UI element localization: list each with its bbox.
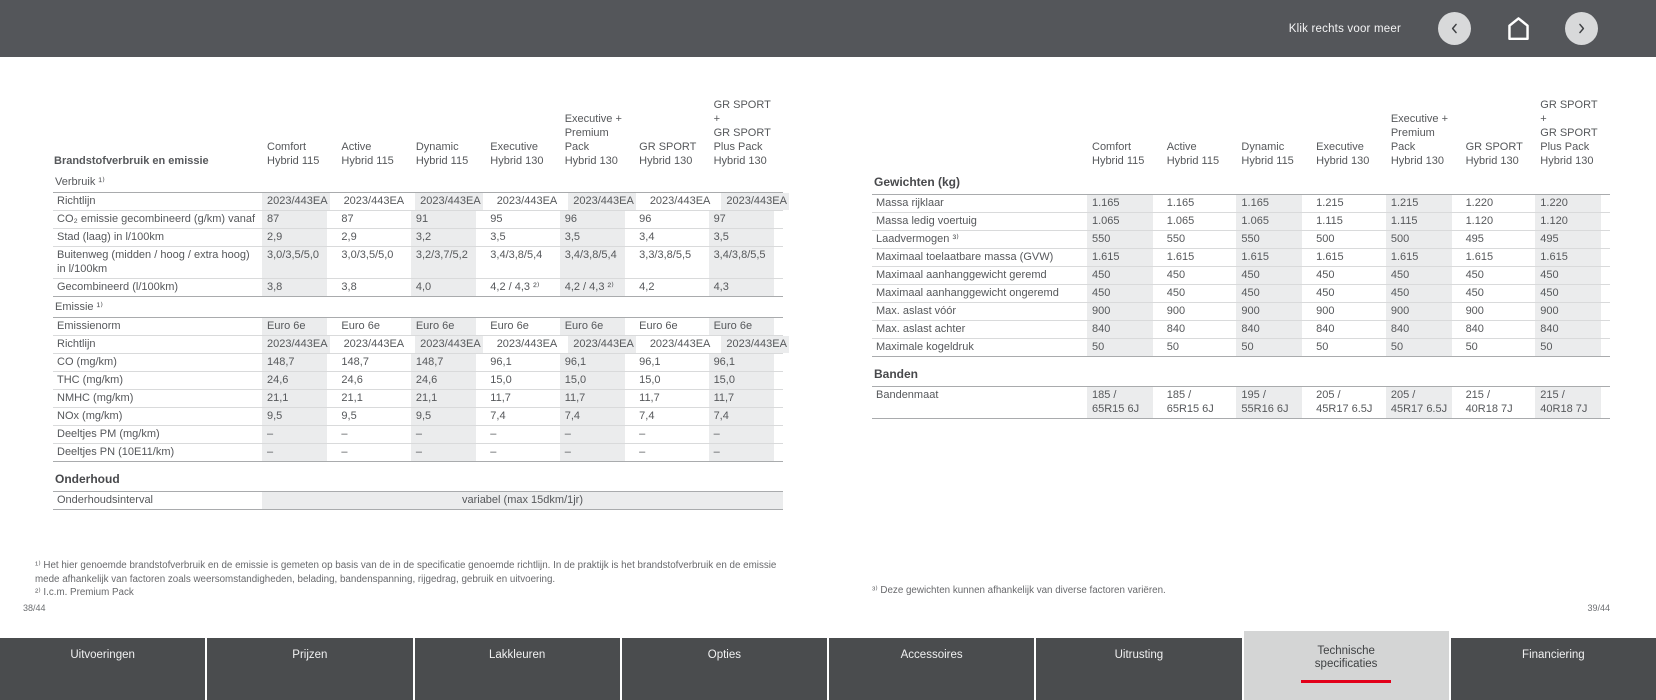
- table-cell: 50: [1465, 341, 1478, 353]
- table-cell: 9,5: [341, 410, 357, 422]
- table-cell: 3,4/3,8/5,4: [560, 247, 625, 278]
- table-cell: 96,1: [560, 354, 625, 371]
- table-cell: 2023/443EA: [496, 195, 558, 207]
- column-header: Executive Hybrid 130: [490, 141, 544, 167]
- section-tab-bar: [0, 638, 1656, 700]
- tab-label: Technische specificaties: [1314, 645, 1378, 670]
- table-cell: 11,7: [560, 390, 625, 407]
- table-cell: 450: [1087, 267, 1153, 284]
- table-cell: 1.615: [1535, 249, 1601, 266]
- table-cell: 91: [411, 211, 476, 228]
- table-cell: 2023/443EA: [568, 193, 636, 210]
- table-cell: Euro 6e: [341, 320, 380, 332]
- table-cell: 24,6: [262, 372, 327, 389]
- table-row: [53, 193, 787, 211]
- table-row: [53, 492, 783, 509]
- table-cell: 3,4: [639, 231, 655, 243]
- row-label: Maximaal aanhanggewicht geremd: [872, 267, 1087, 284]
- table-cell: 450: [1236, 285, 1302, 302]
- chevron-right-icon: [1574, 21, 1589, 36]
- row-label: Stad (laag) in l/100km: [53, 229, 262, 246]
- table-cell: 96,1: [709, 354, 774, 371]
- table-cell: 1.220: [1465, 197, 1494, 209]
- table-cell: 1.615: [1166, 251, 1195, 263]
- row-label: CO₂ emissie gecombineerd (g/km) vanaf: [53, 211, 262, 228]
- tab-opties[interactable]: [622, 638, 827, 700]
- table-row: [872, 285, 1610, 303]
- column-header: Dynamic Hybrid 115: [415, 141, 469, 167]
- table-cell: 840: [1166, 323, 1186, 335]
- tab-label: Financiering: [1522, 649, 1585, 661]
- home-button[interactable]: [1500, 11, 1536, 47]
- table-cell: 3,2/3,7/5,2: [411, 247, 476, 278]
- row-label: Buitenweg (midden / hoog / extra hoog) in l/100km: [53, 247, 262, 278]
- tab-label: Uitrusting: [1114, 649, 1164, 661]
- group-title-gewichten: Gewichten (kg): [874, 175, 961, 189]
- column-header: Executive Hybrid 130: [1316, 141, 1370, 167]
- tab-label: Prijzen: [292, 649, 328, 661]
- table-cell: 15,0: [560, 372, 625, 389]
- table-cell: 450: [1465, 287, 1484, 299]
- table-cell: 2023/443EA: [568, 336, 636, 353]
- table-cell: 1.165: [1236, 195, 1302, 212]
- table-cell: 450: [1087, 285, 1153, 302]
- table-row: [872, 213, 1610, 231]
- table-cell: 900: [1316, 305, 1335, 317]
- table-cell: 2023/443EA: [721, 336, 789, 353]
- table-cell: –: [709, 444, 774, 461]
- group-title-emissie: Emissie ¹⁾: [55, 301, 103, 313]
- column-header: Comfort Hybrid 115: [267, 141, 320, 167]
- row-label: Richtlijn: [53, 193, 262, 210]
- table-cell: 450: [1535, 267, 1601, 284]
- row-label: Maximaal toelaatbare massa (GVW): [872, 249, 1087, 266]
- left-footnotes: [35, 559, 783, 600]
- row-label: Gecombineerd (l/100km): [53, 279, 262, 296]
- table-cell: 215 / 40R18 7J: [1465, 389, 1513, 415]
- table-cell: 148,7: [411, 354, 476, 371]
- table-cell: 15,0: [490, 374, 512, 386]
- table-cell: –: [639, 446, 646, 458]
- table-cell: 1.065: [1087, 213, 1153, 230]
- row-label: Deeltjes PN (10E11/km): [53, 444, 262, 461]
- table-cell: 2023/443EA: [415, 193, 483, 210]
- fuel-emissions-page: [53, 98, 787, 510]
- column-header: GR SPORT + GR SPORT Plus Pack Hybrid 130: [1540, 99, 1598, 167]
- table-cell: 1.215: [1316, 197, 1344, 209]
- table-cell: –: [341, 446, 348, 458]
- table-cell: variabel (max 15dkm/1jr): [262, 492, 783, 509]
- table-cell: 3,4/3,8/5,5: [709, 247, 774, 278]
- table-row: [53, 372, 783, 390]
- active-tab-underline: [1301, 680, 1391, 683]
- tab-technische-specificaties[interactable]: [1244, 631, 1449, 700]
- tyres-table: [872, 386, 1610, 419]
- table-row: [872, 195, 1610, 213]
- table-cell: –: [490, 446, 497, 458]
- table-cell: 97: [709, 211, 774, 228]
- column-header: Dynamic Hybrid 115: [1241, 141, 1294, 167]
- table-cell: 450: [1316, 287, 1335, 299]
- table-cell: –: [560, 444, 625, 461]
- column-header: GR SPORT + GR SPORT Plus Pack Hybrid 130: [713, 99, 771, 167]
- table-cell: 900: [1535, 303, 1601, 320]
- table-cell: 21,1: [341, 392, 363, 404]
- row-label: CO (mg/km): [53, 354, 262, 371]
- table-row: [53, 279, 783, 296]
- group-title-verbruik: Verbruik ¹⁾: [55, 176, 105, 188]
- tab-financiering[interactable]: [1451, 638, 1656, 700]
- tab-label: Lakkleuren: [488, 649, 546, 661]
- table-cell: 50: [1316, 341, 1329, 353]
- table-cell: 2023/443EA: [262, 336, 330, 353]
- table-cell: 7,4: [639, 410, 655, 422]
- table-cell: 2023/443EA: [649, 195, 711, 207]
- column-header: GR SPORT Hybrid 130: [639, 141, 697, 167]
- table-cell: 1.115: [1316, 215, 1343, 227]
- table-row: [872, 387, 1610, 418]
- table-cell: 87: [341, 213, 354, 225]
- table-row: [53, 354, 783, 372]
- tab-label: Opties: [707, 649, 741, 661]
- table-cell: 1.165: [1166, 197, 1195, 209]
- table-cell: 148,7: [262, 354, 327, 371]
- row-label: Richtlijn: [53, 336, 262, 353]
- table-cell: 3,4/3,8/5,4: [490, 249, 543, 261]
- table-cell: 87: [262, 211, 327, 228]
- table-cell: –: [639, 428, 646, 440]
- row-label: Maximaal aanhanggewicht ongeremd: [872, 285, 1087, 302]
- table-cell: 550: [1166, 233, 1186, 245]
- column-header: GR SPORT Hybrid 130: [1465, 141, 1523, 167]
- page-title: Brandstofverbruik en emissie: [54, 155, 209, 167]
- table-cell: 4,3: [709, 279, 774, 296]
- table-row: [872, 303, 1610, 321]
- next-page-button[interactable]: [1565, 12, 1598, 45]
- table-cell: 2023/443EA: [415, 336, 483, 353]
- table-cell: 2,9: [262, 229, 327, 246]
- table-cell: 215 / 40R18 7J: [1535, 387, 1601, 418]
- table-row: [872, 231, 1610, 249]
- table-row: [872, 339, 1610, 356]
- table-cell: 50: [1386, 339, 1452, 356]
- table-cell: 1.065: [1236, 213, 1302, 230]
- table-cell: 840: [1087, 321, 1153, 338]
- table-cell: 1.115: [1386, 213, 1452, 230]
- table-row: [53, 247, 783, 279]
- table-cell: 550: [1236, 231, 1302, 248]
- table-cell: 96,1: [639, 356, 661, 368]
- table-cell: 95: [490, 213, 503, 225]
- table-cell: 4,2 / 4,3 ²⁾: [490, 281, 540, 293]
- home-icon: [1503, 13, 1534, 44]
- table-cell: –: [262, 426, 327, 443]
- table-cell: 900: [1087, 303, 1153, 320]
- table-cell: 148,7: [341, 356, 369, 368]
- table-cell: –: [490, 428, 497, 440]
- table-cell: 3,5: [490, 231, 506, 243]
- row-label: NOx (mg/km): [53, 408, 262, 425]
- table-cell: 495: [1465, 233, 1484, 245]
- weights-table: [872, 194, 1610, 357]
- table-cell: 50: [1236, 339, 1302, 356]
- table-cell: 450: [1236, 267, 1302, 284]
- table-cell: 4,2: [639, 281, 655, 293]
- table-cell: 840: [1465, 323, 1484, 335]
- column-header: Comfort Hybrid 115: [1092, 141, 1145, 167]
- footnote: ³⁾ Deze gewichten kunnen afhankelijk van diverse factoren variëren.: [872, 585, 1166, 596]
- row-label: Bandenmaat: [872, 387, 1087, 418]
- table-cell: 450: [1166, 287, 1186, 299]
- table-cell: 3,8: [341, 281, 357, 293]
- tab-uitrusting[interactable]: [1036, 638, 1241, 700]
- row-label: Massa ledig voertuig: [872, 213, 1087, 230]
- navigation-hint: Klik rechts voor meer: [1288, 22, 1401, 35]
- table-row: [53, 408, 783, 426]
- table-cell: 840: [1236, 321, 1302, 338]
- row-label: Emissienorm: [53, 318, 262, 335]
- table-cell: 96,1: [490, 356, 512, 368]
- page-number-right: 39/44: [1587, 603, 1610, 613]
- column-header: Executive + Premium Pack Hybrid 130: [1390, 113, 1449, 167]
- table-cell: –: [411, 444, 476, 461]
- table-cell: 3,3/3,8/5,5: [639, 249, 692, 261]
- column-header: Executive + Premium Pack Hybrid 130: [564, 113, 622, 167]
- table-row: [53, 390, 783, 408]
- table-cell: 1.165: [1087, 195, 1153, 212]
- table-cell: 4,2 / 4,3 ²⁾: [560, 279, 625, 296]
- previous-page-button[interactable]: [1438, 12, 1471, 45]
- table-cell: 2023/443EA: [721, 193, 789, 210]
- table-cell: 3,5: [709, 229, 774, 246]
- table-cell: –: [341, 428, 348, 440]
- column-header: Active Hybrid 115: [1166, 141, 1220, 167]
- table-cell: Euro 6e: [639, 320, 678, 332]
- footnote: ¹⁾ Het hier genoemde brandstofverbruik en de emissie is gemeten op basis van de in de specificatie genoemde richtlijn. In de praktijk is het brandstofverbruik en de emissie mede afhankelijk van factoren zoals weersomstandigheden, belading, bandenspanning, rijgedrag, gebruik en uitvoering.: [35, 560, 777, 585]
- table-cell: Euro 6e: [709, 318, 774, 335]
- table-cell: 3,2: [411, 229, 476, 246]
- row-label: Deeltjes PM (mg/km): [53, 426, 262, 443]
- tab-label: Uitvoeringen: [70, 649, 135, 661]
- table-row: [53, 444, 783, 461]
- table-cell: 450: [1316, 269, 1335, 281]
- row-label: THC (mg/km): [53, 372, 262, 389]
- right-footnotes: [872, 584, 1592, 598]
- table-cell: 185 / 65R15 6J: [1166, 389, 1214, 415]
- table-cell: 11,7: [639, 392, 660, 404]
- table-cell: 50: [1166, 341, 1179, 353]
- table-cell: 2023/443EA: [343, 338, 405, 350]
- tab-prijzen[interactable]: [207, 638, 412, 700]
- table-row: [872, 267, 1610, 285]
- table-cell: 495: [1535, 231, 1601, 248]
- table-cell: 1.220: [1535, 195, 1601, 212]
- table-cell: –: [411, 426, 476, 443]
- table-cell: 1.120: [1535, 213, 1601, 230]
- tab-lakkleuren[interactable]: [415, 638, 620, 700]
- table-cell: 550: [1087, 231, 1153, 248]
- group-title-banden: Banden: [874, 367, 919, 381]
- table-cell: 15,0: [639, 374, 661, 386]
- table-cell: 900: [1166, 305, 1186, 317]
- table-cell: 205 / 45R17 6.5J: [1386, 387, 1452, 418]
- column-header: Active Hybrid 115: [341, 141, 394, 167]
- row-label: Maximale kogeldruk: [872, 339, 1087, 356]
- table-cell: 21,1: [262, 390, 327, 407]
- table-cell: 4,0: [411, 279, 476, 296]
- page-number-left: 38/44: [23, 603, 46, 613]
- table-row: [53, 426, 783, 444]
- table-row: [53, 336, 787, 354]
- table-row: [53, 229, 783, 247]
- table-cell: 1.215: [1386, 195, 1452, 212]
- table-cell: 21,1: [411, 390, 476, 407]
- table-cell: 1.615: [1465, 251, 1494, 263]
- row-label: Max. aslast vóór: [872, 303, 1087, 320]
- table-cell: 9,5: [411, 408, 476, 425]
- table-cell: 24,6: [411, 372, 476, 389]
- table-cell: 2023/443EA: [649, 338, 711, 350]
- table-cell: 1.615: [1236, 249, 1302, 266]
- table-cell: 450: [1166, 269, 1186, 281]
- tab-accessoires[interactable]: [829, 638, 1034, 700]
- group-title-onderhoud: Onderhoud: [55, 472, 120, 486]
- table-cell: Euro 6e: [490, 320, 529, 332]
- tab-uitvoeringen[interactable]: [0, 638, 205, 700]
- table-cell: 9,5: [262, 408, 327, 425]
- table-cell: 840: [1535, 321, 1601, 338]
- row-label: Onderhoudsinterval: [53, 492, 262, 509]
- row-label: Max. aslast achter: [872, 321, 1087, 338]
- table-row: [53, 211, 783, 229]
- table-cell: 2023/443EA: [343, 195, 405, 207]
- table-row: [872, 321, 1610, 339]
- footnote: ²⁾ I.c.m. Premium Pack: [35, 587, 134, 598]
- table-cell: 1.615: [1087, 249, 1153, 266]
- table-cell: 500: [1386, 231, 1452, 248]
- table-row: [53, 318, 783, 336]
- row-label: Laadvermogen ³⁾: [872, 231, 1087, 248]
- table-cell: 11,7: [709, 390, 774, 407]
- table-cell: 840: [1386, 321, 1452, 338]
- consumption-table: [53, 192, 787, 297]
- table-cell: 450: [1386, 267, 1452, 284]
- table-cell: 900: [1236, 303, 1302, 320]
- table-cell: 1.615: [1316, 251, 1344, 263]
- table-cell: Euro 6e: [262, 318, 327, 335]
- table-cell: 11,7: [490, 392, 511, 404]
- table-cell: 3,0/3,5/5,0: [341, 249, 394, 261]
- table-cell: 1.065: [1166, 215, 1195, 227]
- table-cell: 450: [1386, 285, 1452, 302]
- table-cell: 840: [1316, 323, 1335, 335]
- table-cell: 195 / 55R16 6J: [1236, 387, 1302, 418]
- chevron-left-icon: [1447, 21, 1462, 36]
- table-cell: 50: [1087, 339, 1153, 356]
- table-cell: 50: [1535, 339, 1601, 356]
- column-header-row: [53, 98, 783, 172]
- weights-page: [872, 98, 1610, 419]
- table-cell: 185 / 65R15 6J: [1087, 387, 1153, 418]
- table-cell: 1.615: [1386, 249, 1452, 266]
- table-cell: 450: [1465, 269, 1484, 281]
- table-row: [872, 249, 1610, 267]
- table-cell: 2023/443EA: [262, 193, 330, 210]
- top-bar: [0, 0, 1656, 57]
- table-cell: 3,8: [262, 279, 327, 296]
- table-cell: 96: [639, 213, 652, 225]
- table-cell: 900: [1386, 303, 1452, 320]
- table-cell: 3,0/3,5/5,0: [262, 247, 327, 278]
- table-cell: 900: [1465, 305, 1484, 317]
- table-cell: 205 / 45R17 6.5J: [1316, 389, 1373, 415]
- table-cell: –: [709, 426, 774, 443]
- table-cell: 7,4: [490, 410, 506, 422]
- table-cell: –: [262, 444, 327, 461]
- table-cell: 500: [1316, 233, 1335, 245]
- table-cell: 1.120: [1465, 215, 1494, 227]
- column-header-row: [872, 98, 1610, 172]
- table-cell: 7,4: [709, 408, 774, 425]
- row-label: NMHC (mg/km): [53, 390, 262, 407]
- table-cell: 450: [1535, 285, 1601, 302]
- emissions-table: [53, 317, 787, 462]
- table-cell: 15,0: [709, 372, 774, 389]
- row-label: Massa rijklaar: [872, 195, 1087, 212]
- table-cell: 96: [560, 211, 625, 228]
- table-cell: 3,5: [560, 229, 625, 246]
- table-cell: Euro 6e: [560, 318, 625, 335]
- maintenance-table: [53, 491, 783, 510]
- table-cell: –: [560, 426, 625, 443]
- table-cell: 2023/443EA: [496, 338, 558, 350]
- table-cell: 24,6: [341, 374, 363, 386]
- table-cell: Euro 6e: [411, 318, 476, 335]
- tab-label: Accessoires: [900, 649, 963, 661]
- table-cell: 2,9: [341, 231, 357, 243]
- table-cell: 7,4: [560, 408, 625, 425]
